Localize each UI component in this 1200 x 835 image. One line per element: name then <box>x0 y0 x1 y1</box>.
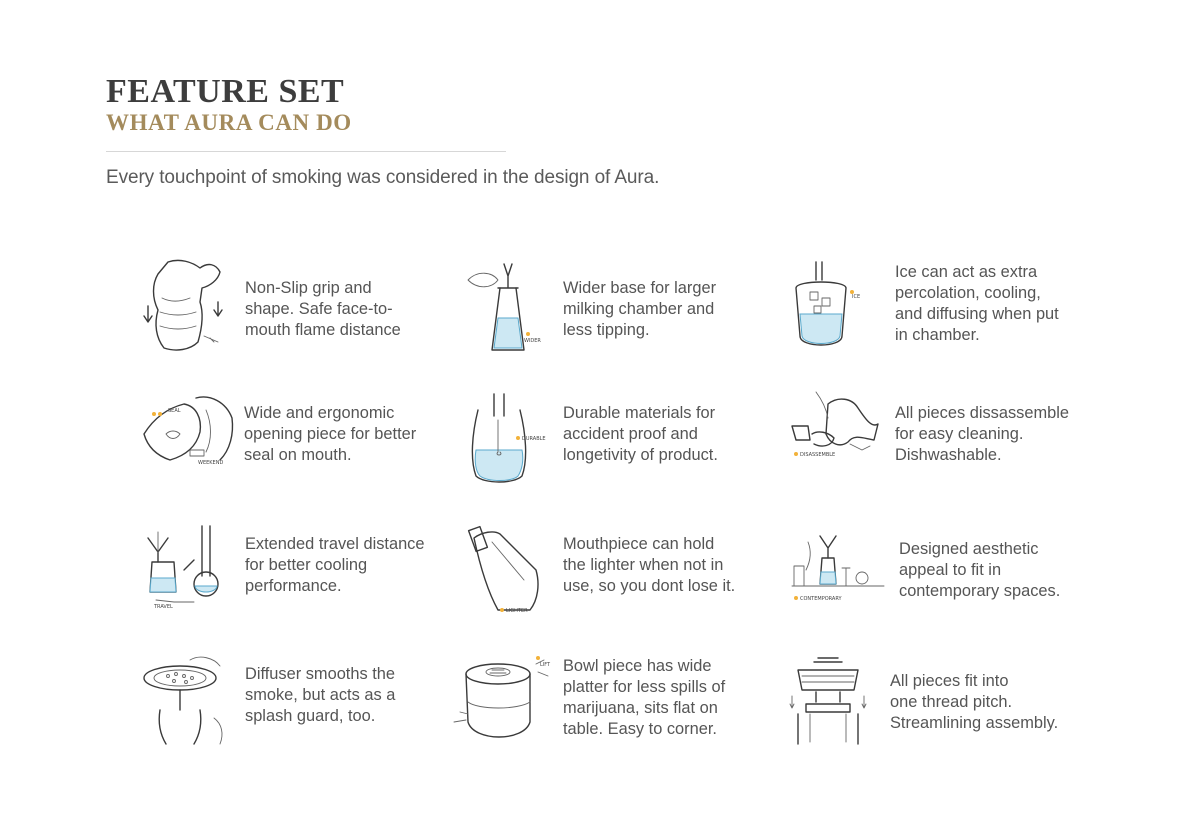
page-title: FEATURE SET <box>106 73 345 110</box>
feature-text: Bowl piece has wide platter for less spills of marijuana, sits flat on table. Easy to corner. <box>563 657 726 738</box>
svg-text:DISASSEMBLE: DISASSEMBLE <box>800 452 836 458</box>
feature-text: Ice can act as extra percolation, cooling, and diffusing when put in chamber. <box>895 263 1059 344</box>
svg-text:CONTEMPORARY: CONTEMPORARY <box>800 596 842 602</box>
durable-chamber-sketch-icon <box>458 390 558 490</box>
lighter-holder-sketch-icon <box>458 522 558 622</box>
feature-text: Non-Slip grip and shape. Safe face-to- mouth flame distance <box>245 279 401 339</box>
svg-text:WEEKEND: WEEKEND <box>198 460 224 466</box>
intro-text: Every touchpoint of smoking was considered in the design of Aura. <box>106 167 660 188</box>
feature-text: Mouthpiece can hold the lighter when not in use, so you dont lose it. <box>563 535 736 595</box>
diffuser-sketch-icon <box>140 652 240 752</box>
grip-sketch-icon <box>140 258 240 358</box>
feature-text: All pieces dissassemble for easy cleaning. Dishwashable. <box>895 404 1069 464</box>
disassembly-sketch-icon <box>788 390 888 490</box>
svg-text:ICE: ICE <box>852 294 861 300</box>
svg-text:WIDER: WIDER <box>524 338 541 344</box>
thread-pitch-sketch-icon <box>788 652 888 752</box>
bowl-platter-sketch-icon <box>458 652 558 752</box>
aesthetic-scene-sketch-icon <box>788 522 888 622</box>
svg-text:DURABLE: DURABLE <box>522 436 546 442</box>
feature-text: All pieces fit into one thread pitch. Streamlining assembly. <box>890 672 1059 732</box>
wide-base-sketch-icon <box>458 258 558 358</box>
svg-text:TRAVEL: TRAVEL <box>154 604 173 610</box>
feature-text: Wider base for larger milking chamber and less tipping. <box>563 279 717 339</box>
mouth-opening-sketch-icon <box>140 390 240 490</box>
feature-text: Durable materials for accident proof and longetivity of product. <box>563 404 718 464</box>
feature-text: Diffuser smooths the smoke, but acts as a splash guard, too. <box>245 665 396 725</box>
travel-distance-sketch-icon <box>140 522 240 622</box>
ice-chamber-sketch-icon <box>788 258 888 358</box>
feature-text: Extended travel distance for better cooling performance. <box>245 535 425 595</box>
svg-text:LIFT: LIFT <box>540 662 551 668</box>
feature-text: Wide and ergonomic opening piece for better seal on mouth. <box>244 404 417 464</box>
divider <box>106 151 506 152</box>
svg-text:LIGHTER: LIGHTER <box>506 608 528 614</box>
page-subtitle: WHAT AURA CAN DO <box>106 110 352 135</box>
feature-text: Designed aesthetic appeal to fit in contemporary spaces. <box>899 540 1061 600</box>
svg-text:SEAL: SEAL <box>168 408 181 414</box>
heading-block <box>106 74 352 136</box>
